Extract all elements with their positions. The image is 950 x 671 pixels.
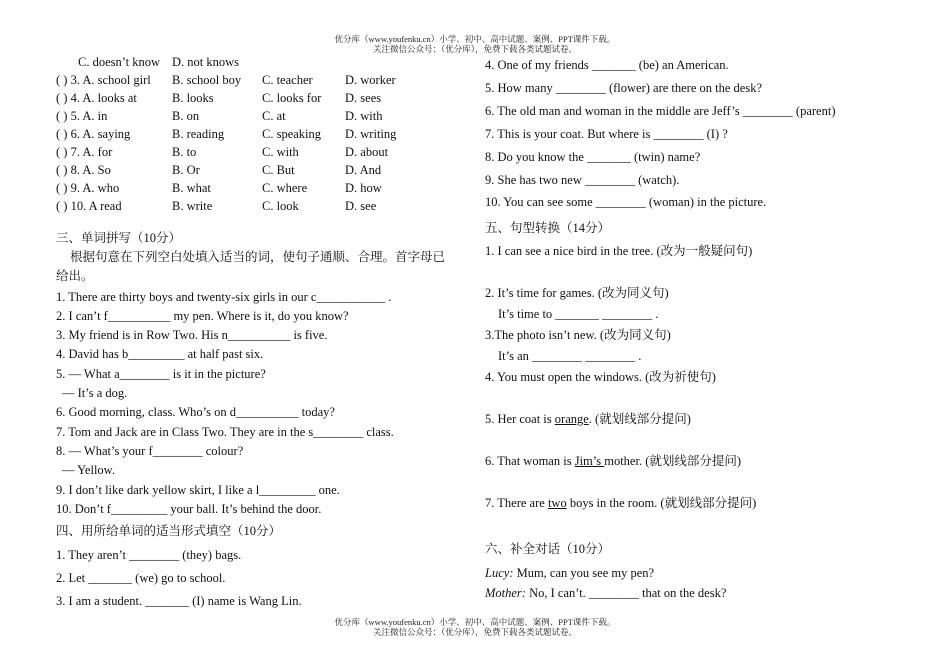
transform-item-3-answer: It’s an ________ ________ . bbox=[498, 349, 642, 363]
choice-d: D. see bbox=[345, 199, 377, 213]
spelling-item-2: 2. I can’t f__________ my pen. Where is it, do you know? bbox=[56, 309, 349, 323]
choice-c: C. with bbox=[262, 145, 299, 159]
spelling-item-1: 1. There are thirty boys and twenty-six girls in our c___________ . bbox=[56, 290, 392, 304]
transform-item-2-answer: It’s time to _______ ________ . bbox=[498, 307, 659, 321]
form-item-4: 4. One of my friends _______ (be) an American. bbox=[485, 58, 729, 72]
choice-b: B. reading bbox=[172, 127, 225, 141]
transform-item-7 bbox=[485, 496, 756, 511]
section-4-title: 四、用所给单词的适当形式填空（10分） bbox=[56, 524, 282, 538]
form-item-3: 3. I am a student. _______ (I) name is Wang Lin. bbox=[56, 594, 302, 608]
page-header bbox=[0, 34, 950, 54]
choice-b: B. school boy bbox=[172, 73, 242, 87]
dialog-text: Mum, can you see my pen? bbox=[513, 566, 655, 580]
choice-c: C. at bbox=[262, 109, 286, 123]
page-footer bbox=[0, 617, 950, 637]
transform-item-7-pre: 7. There are bbox=[485, 496, 548, 510]
form-item-9: 9. She has two new ________ (watch). bbox=[485, 173, 680, 187]
transform-item-3: 3.The photo isn’t new. (改为同义句) bbox=[485, 328, 671, 342]
choice-b: B. what bbox=[172, 181, 211, 195]
choice-c: C. speaking bbox=[262, 127, 322, 141]
form-item-1: 1. They aren’t ________ (they) bags. bbox=[56, 548, 242, 562]
choice-d: D. how bbox=[345, 181, 382, 195]
choice-num-a: ( ) 5. A. in bbox=[56, 109, 108, 123]
footer-line-1: 优分库（www.youfenku.cn）小学、初中、高中试题、案例、PPT课件下载。 bbox=[334, 617, 616, 627]
choice-d: D. worker bbox=[345, 73, 396, 87]
section-6-title: 六、补全对话（10分） bbox=[485, 542, 611, 556]
spelling-item-7: 7. Tom and Jack are in Class Two. They are in the s________ class. bbox=[56, 425, 394, 439]
choice-2-d: D. not knows bbox=[172, 55, 240, 69]
form-item-8: 8. Do you know the _______ (twin) name? bbox=[485, 150, 701, 164]
form-item-10: 10. You can see some ________ (woman) in the picture. bbox=[485, 195, 767, 209]
choice-num-a: ( ) 3. A. school girl bbox=[56, 73, 151, 87]
spelling-item-10: 10. Don’t f_________ your ball. It’s behind the door. bbox=[56, 502, 322, 516]
choice-d: D. about bbox=[345, 145, 389, 159]
spelling-item-5-answer: — It’s a dog. bbox=[62, 386, 128, 400]
choice-d: D. sees bbox=[345, 91, 382, 105]
section-3-instruction-cont: 给出。 bbox=[56, 269, 94, 283]
spelling-item-8: 8. — What’s your f________ colour? bbox=[56, 444, 244, 458]
header-line-1: 优分库（www.youfenku.cn）小学、初中、高中试题、案例、PPT课件下载。 bbox=[334, 34, 616, 44]
choice-num-a: ( ) 10. A read bbox=[56, 199, 122, 213]
transform-item-2: 2. It’s time for games. (改为同义句) bbox=[485, 286, 669, 300]
spelling-item-4: 4. David has b_________ at half past six. bbox=[56, 347, 264, 361]
section-3-instruction: 根据句意在下列空白处填入适当的词，使句子通顺、合理。首字母已 bbox=[70, 250, 446, 264]
choice-c: C. teacher bbox=[262, 73, 313, 87]
section-5-title: 五、句型转换（14分） bbox=[485, 221, 611, 235]
choice-c: C. where bbox=[262, 181, 308, 195]
choice-b: B. write bbox=[172, 199, 213, 213]
dialog-text: No, I can’t. ________ that on the desk? bbox=[525, 586, 727, 600]
speaker-name: Lucy: bbox=[485, 566, 514, 580]
choice-b: B. to bbox=[172, 145, 197, 159]
spelling-item-6: 6. Good morning, class. Who’s on d__________ today? bbox=[56, 405, 335, 419]
transform-item-5-pre: 5. Her coat is bbox=[485, 412, 555, 426]
choice-2-c: C. doesn’t know bbox=[78, 55, 161, 69]
choice-d: D. with bbox=[345, 109, 383, 123]
speaker-name: Mother: bbox=[485, 586, 526, 600]
header-line-2: 关注微信公众号：（优分库），免费下载各类试题试卷。 bbox=[372, 44, 577, 54]
form-item-7: 7. This is your coat. But where is ________ (I) ? bbox=[485, 127, 728, 141]
form-item-2: 2. Let _______ (we) go to school. bbox=[56, 571, 226, 585]
spelling-item-9: 9. I don’t like dark yellow skirt, I like a l_________ one. bbox=[56, 483, 340, 497]
dialog-line-1 bbox=[485, 566, 654, 581]
underlined-word: orange bbox=[554, 412, 589, 426]
choice-c: C. looks for bbox=[262, 91, 322, 105]
spelling-item-3: 3. My friend is in Row Two. His n__________ is five. bbox=[56, 328, 328, 342]
section-3-title: 三、单词拼写（10分） bbox=[56, 231, 182, 245]
form-item-5: 5. How many ________ (flower) are there on the desk? bbox=[485, 81, 762, 95]
spelling-item-8-answer: — Yellow. bbox=[62, 463, 116, 477]
choice-b: B. on bbox=[172, 109, 200, 123]
choice-b: B. looks bbox=[172, 91, 214, 105]
choice-num-a: ( ) 4. A. looks at bbox=[56, 91, 137, 105]
choice-c: C. But bbox=[262, 163, 295, 177]
underlined-word: Jim’s bbox=[574, 454, 605, 468]
dialog-line-2 bbox=[485, 586, 726, 601]
choice-num-a: ( ) 8. A. So bbox=[56, 163, 111, 177]
transform-item-6 bbox=[485, 454, 741, 469]
choice-c: C. look bbox=[262, 199, 299, 213]
choice-num-a: ( ) 9. A. who bbox=[56, 181, 120, 195]
underlined-word: two bbox=[547, 496, 567, 510]
transform-item-4: 4. You must open the windows. (改为祈使句) bbox=[485, 370, 716, 384]
choice-num-a: ( ) 7. A. for bbox=[56, 145, 113, 159]
transform-item-6-pre: 6. That woman is bbox=[485, 454, 575, 468]
choice-num-a: ( ) 6. A. saying bbox=[56, 127, 131, 141]
transform-item-1: 1. I can see a nice bird in the tree. (改为一般疑问句) bbox=[485, 244, 753, 258]
transform-item-7-post: boys in the room. (就划线部分提问) bbox=[566, 496, 757, 510]
transform-item-6-post: mother. (就划线部分提问) bbox=[604, 454, 742, 468]
choice-d: D. And bbox=[345, 163, 382, 177]
transform-item-5-post: . (就划线部分提问) bbox=[588, 412, 691, 426]
footer-line-2: 关注微信公众号：（优分库），免费下载各类试题试卷。 bbox=[372, 627, 577, 637]
form-item-6: 6. The old man and woman in the middle are Jeff’s ________ (parent) bbox=[485, 104, 836, 118]
spelling-item-5: 5. — What a________ is it in the picture? bbox=[56, 367, 266, 381]
choice-b: B. Or bbox=[172, 163, 200, 177]
choice-d: D. writing bbox=[345, 127, 397, 141]
transform-item-5 bbox=[485, 412, 691, 427]
